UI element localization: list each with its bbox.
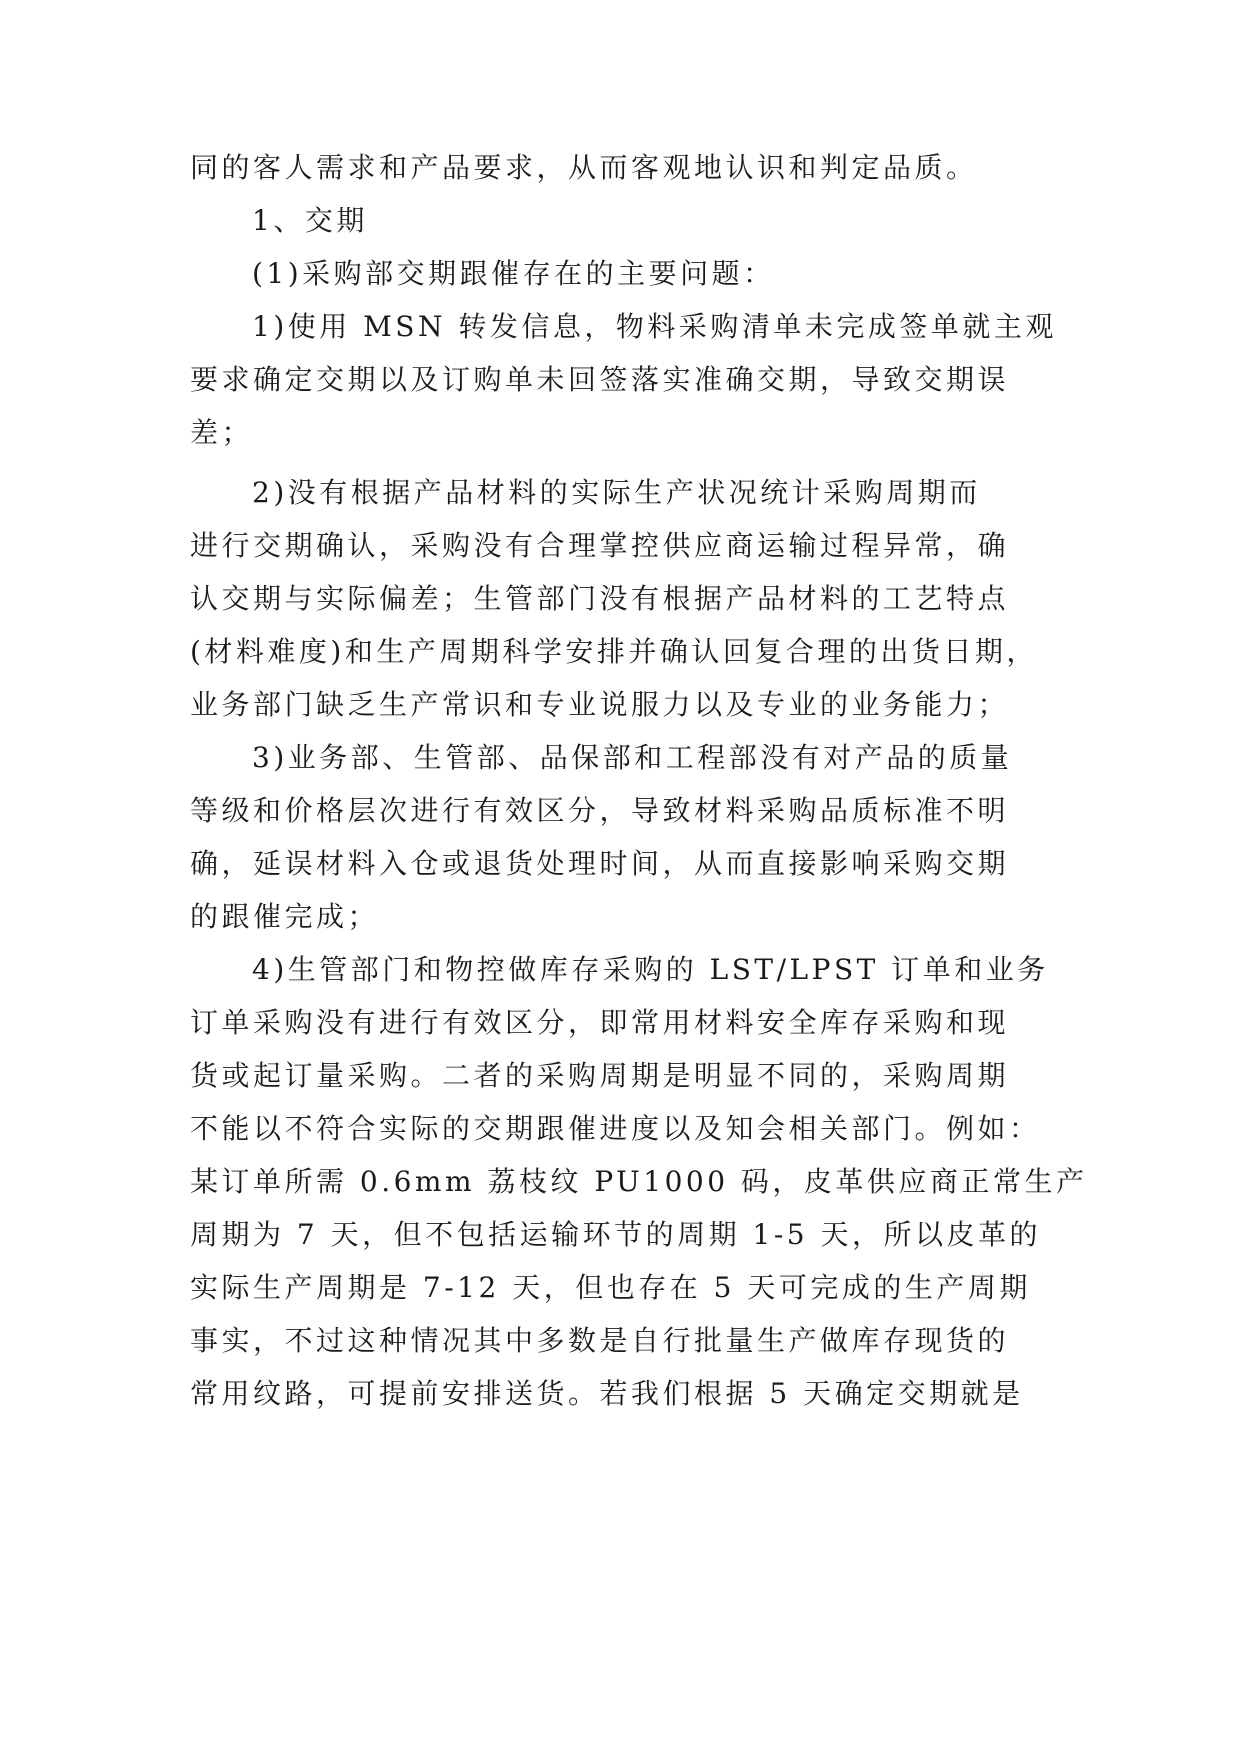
text-line: 实际生产周期是 7-12 天，但也存在 5 天可完成的生产周期 [190, 1271, 1031, 1304]
text-line: 某订单所需 0.6mm 荔枝纹 PU1000 码，皮革供应商正常生产 [190, 1165, 1088, 1198]
text-line: 1)使用 MSN 转发信息，物料采购清单未完成签单就主观 [252, 310, 1057, 343]
section-heading: 1、交期 [252, 204, 368, 237]
text-line: 事实，不过这种情况其中多数是自行批量生产做库存现货的 [190, 1324, 1010, 1357]
text-line: 等级和价格层次进行有效区分，导致材料采购品质标准不明 [190, 794, 1010, 827]
text-line: 货或起订量采购。二者的采购周期是明显不同的，采购周期 [190, 1059, 1010, 1092]
text-line: 认交期与实际偏差；生管部门没有根据产品材料的工艺特点 [190, 582, 1010, 615]
text-line: 常用纹路，可提前安排送货。若我们根据 5 天确定交期就是 [190, 1377, 1024, 1410]
text-line: 差； [190, 416, 254, 449]
text-line: 要求确定交期以及订购单未回签落实准确交期，导致交期误 [190, 363, 1010, 396]
text-line: 4)生管部门和物控做库存采购的 LST/LPST 订单和业务 [252, 953, 1049, 986]
text-line: (材料难度)和生产周期科学安排并确认回复合理的出货日期， [190, 635, 1038, 668]
text-line: 周期为 7 天，但不包括运输环节的周期 1-5 天，所以皮革的 [190, 1218, 1042, 1251]
text-line: 不能以不符合实际的交期跟催进度以及知会相关部门。例如： [190, 1112, 1041, 1145]
text-line: 2)没有根据产品材料的实际生产状况统计采购周期而 [252, 476, 981, 509]
text-line: 业务部门缺乏生产常识和专业说服力以及专业的业务能力； [190, 688, 1010, 721]
text-line: 确，延误材料入仓或退货处理时间，从而直接影响采购交期 [190, 847, 1010, 880]
text-line: 同的客人需求和产品要求，从而客观地认识和判定品质。 [190, 151, 978, 184]
text-line: 的跟催完成； [190, 900, 380, 933]
subsection-heading: (1)采购部交期跟催存在的主要问题： [252, 257, 775, 290]
text-line: 3)业务部、生管部、品保部和工程部没有对产品的质量 [252, 741, 1013, 774]
text-line: 进行交期确认，采购没有合理掌控供应商运输过程异常，确 [190, 529, 1010, 562]
text-line: 订单采购没有进行有效区分，即常用材料安全库存采购和现 [190, 1006, 1010, 1039]
